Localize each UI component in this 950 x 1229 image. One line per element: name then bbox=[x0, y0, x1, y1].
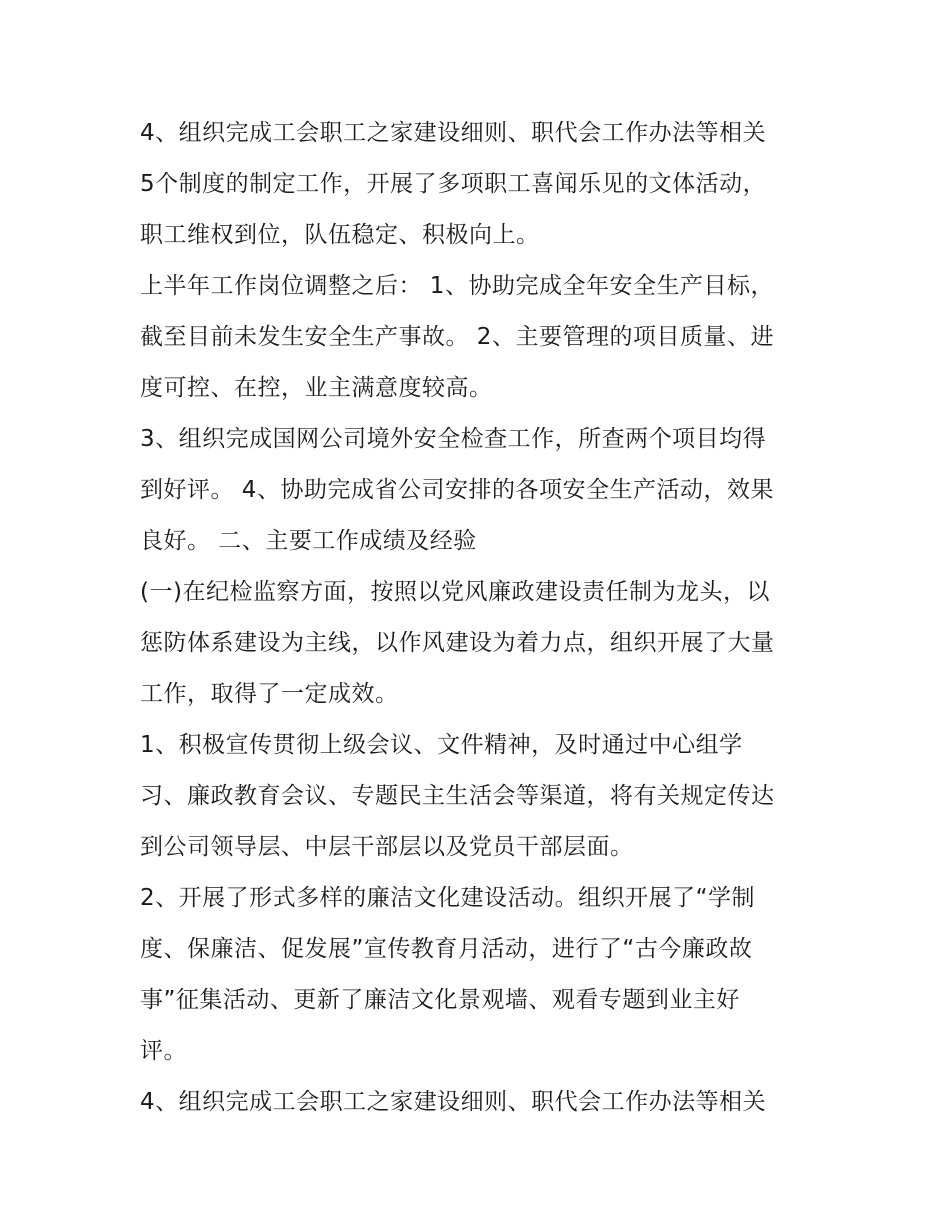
text-line-4: 上半年工作岗位调整之后： 1、协助完成全年安全生产目标， bbox=[140, 273, 774, 299]
text-line-17: 度、保廉洁、促发展”宣传教育月活动，进行了“古今廉政故 bbox=[140, 936, 753, 962]
text-line-13: 1、积极宣传贯彻上级会议、文件精神，及时通过中心组学 bbox=[140, 732, 743, 758]
text-line-10: (一)在纪检监察方面，按照以党风廉政建设责任制为龙头，以 bbox=[140, 579, 770, 605]
text-line-5: 截至目前未发生安全生产事故。 2、主要管理的项目质量、进 bbox=[140, 324, 774, 350]
text-line-9: 良好。 二、主要工作成绩及经验 bbox=[140, 528, 477, 554]
text-line-1: 4、组织完成工会职工之家建设细则、职代会工作办法等相关 bbox=[140, 120, 767, 146]
text-line-20: 4、组织完成工会职工之家建设细则、职代会工作办法等相关 bbox=[140, 1089, 767, 1115]
text-line-7: 3、组织完成国网公司境外安全检查工作，所查两个项目均得 bbox=[140, 426, 767, 452]
text-line-14: 习、廉政教育会议、专题民主生活会等渠道，将有关规定传达 bbox=[140, 783, 775, 809]
text-line-16: 2、开展了形式多样的廉洁文化建设活动。组织开展了“学制 bbox=[140, 885, 756, 911]
text-line-8: 到好评。 4、协助完成省公司安排的各项安全生产活动，效果 bbox=[140, 477, 774, 503]
text-line-12: 工作，取得了一定成效。 bbox=[140, 681, 399, 707]
text-line-18: 事”征集活动、更新了廉洁文化景观墙、观看专题到业主好 bbox=[140, 987, 740, 1013]
text-line-2: 5个制度的制定工作，开展了多项职工喜闻乐见的文体活动， bbox=[140, 171, 767, 197]
text-line-3: 职工维权到位，队伍稳定、积极向上。 bbox=[140, 222, 540, 248]
text-line-15: 到公司领导层、中层干部层以及党员干部层面。 bbox=[140, 834, 634, 860]
document-body bbox=[140, 108, 820, 1128]
text-line-11: 惩防体系建设为主线，以作风建设为着力点，组织开展了大量 bbox=[140, 630, 775, 656]
text-line-6: 度可控、在控，业主满意度较高。 bbox=[140, 375, 493, 401]
text-line-19: 评。 bbox=[140, 1038, 187, 1064]
